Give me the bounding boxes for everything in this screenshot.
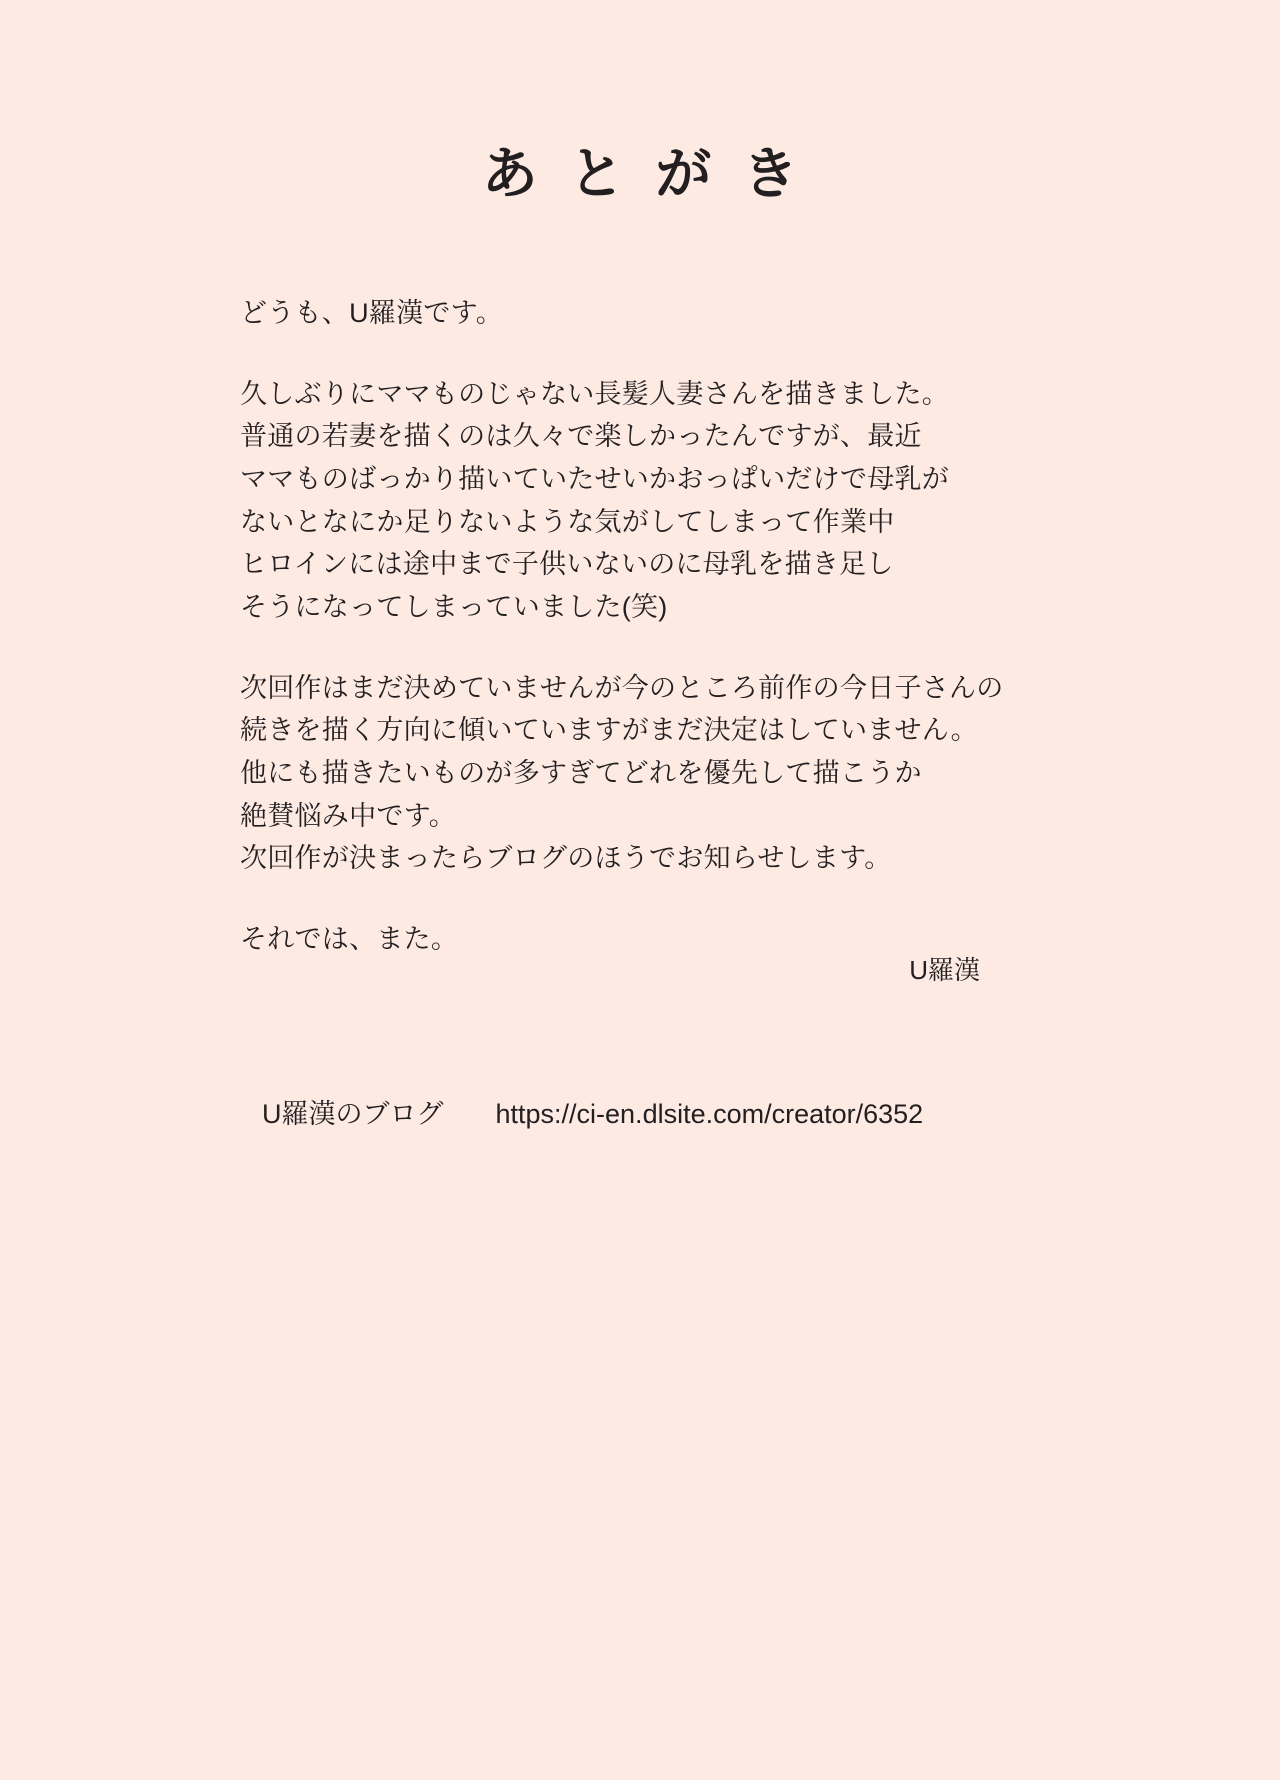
blog-label: U羅漢のブログ — [262, 1099, 444, 1129]
text-line: ヒロインには途中まで子供いないのに母乳を描き足し — [240, 549, 894, 580]
text-line: それでは、また。 — [240, 923, 459, 954]
text-line: 他にも描きたいものが多すぎてどれを優先して描こうか — [240, 757, 922, 788]
afterword-body — [240, 292, 1120, 961]
text-line: 絶賛悩み中です。 — [240, 800, 456, 831]
author-signature: U羅漢 — [909, 955, 980, 985]
paragraph-about-work — [240, 373, 1120, 629]
text-line: 続きを描く方向に傾いていますがまだ決定はしていません。 — [240, 715, 978, 746]
page-title: あとがき — [481, 142, 829, 205]
text-line: 次回作が決まったらブログのほうでお知らせします。 — [240, 843, 892, 874]
text-line: ないとなにか足りないような気がしてしまって作業中 — [240, 506, 895, 537]
footer-blog-info — [262, 1092, 1162, 1131]
text-line: 普通の若妻を描くのは久々で楽しかったんですが、最近 — [240, 421, 922, 452]
blog-url-link[interactable]: https://ci-en.dlsite.com/creator/6352 — [495, 1099, 924, 1129]
text-line: 久しぶりにママものじゃない長髪人妻さんを描きました。 — [240, 378, 950, 409]
text-line: ママものばっかり描いていたせいかおっぱいだけで母乳が — [240, 463, 950, 494]
text-line: そうになってしまっていました(笑) — [240, 591, 668, 622]
text-line: 次回作はまだ決めていませんが今のところ前作の今日子さんの — [240, 672, 1004, 703]
text-line: どうも、U羅漢です。 — [240, 298, 504, 328]
paragraph-next-work — [240, 667, 1120, 880]
paragraph-greeting — [240, 292, 1120, 335]
